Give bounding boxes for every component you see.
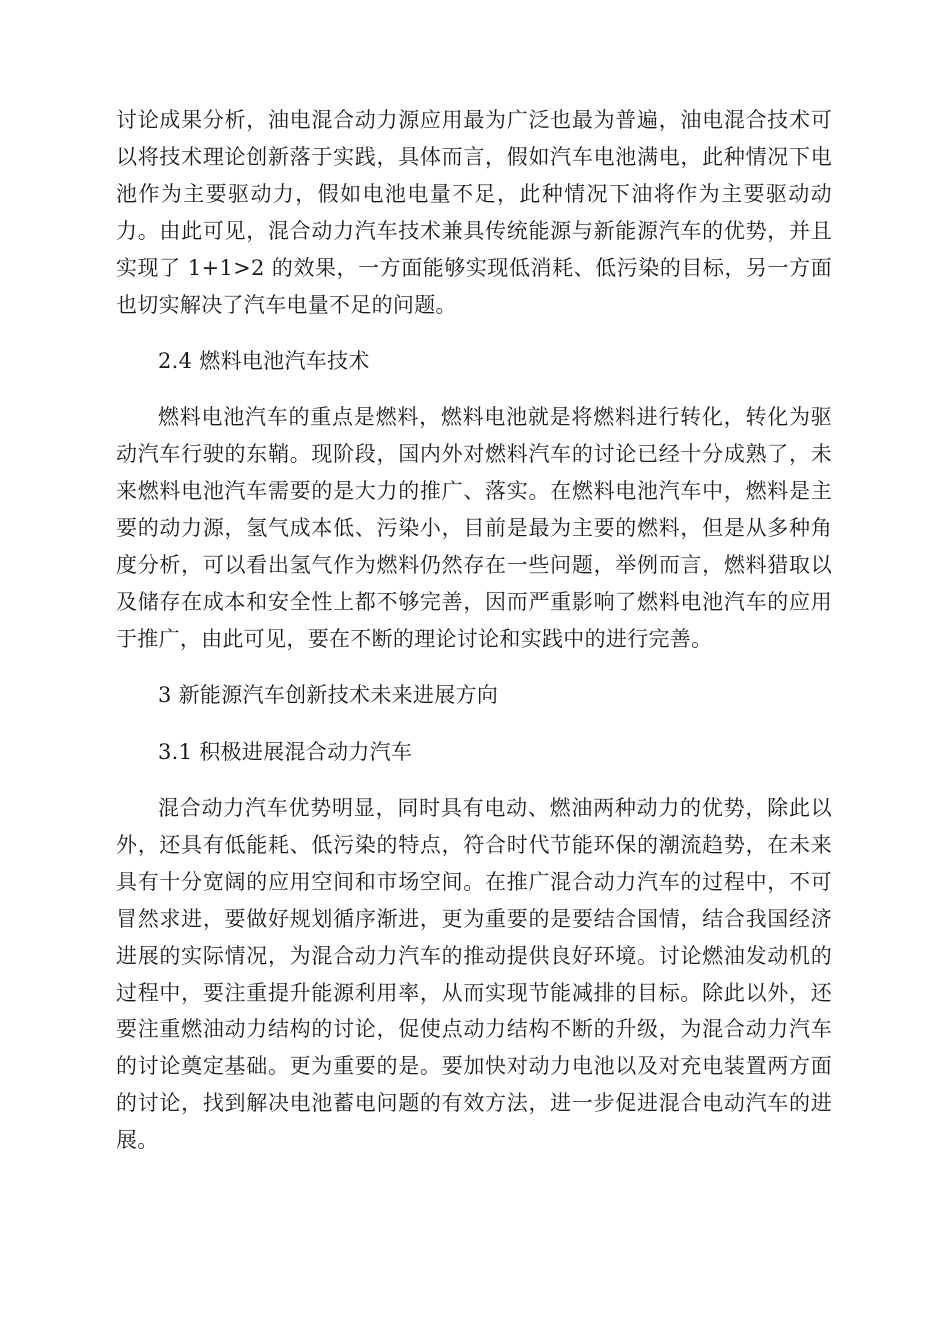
body-paragraph-hybrid-development: 混合动力汽车优势明显，同时具有电动、燃油两种动力的优势，除此以外，还具有低能耗、低污染的特点，符合时代节能环保的潮流趋势，在未来具有十分宽阔的应用空间和市场空间。在推广混合动力汽车的过程中，不可冒然求进，要做好规划循序渐进，更为重要的是要结合国情，结合我国经济进展的实际情况，为混合动力汽车的推动提供良好环境。讨论燃油发动机的过程中，要注重提升能源利用率，从而实现节能减排的目标。除此以外，还要注重燃油动力结构的讨论，促使点动力结构不断的升级，为混合动力汽车的讨论奠定基础。更为重要的是。要加快对动力电池以及对充电装置两方面的讨论，找到解决电池蓄电问题的有效方法，进一步促进混合电动汽车的进展。 xyxy=(116,796,832,1153)
document-page xyxy=(116,102,832,1179)
section-heading-2-4: 2.4 燃料电池汽车技术 xyxy=(158,348,370,373)
section-heading-3: 3 新能源汽车创新技术未来进展方向 xyxy=(158,683,499,708)
body-paragraph-fuel-cell: 燃料电池汽车的重点是燃料，燃料电池就是将燃料进行转化，转化为驱动汽车行驶的东鞘。现阶段，国内外对燃料汽车的讨论已经十分成熟了，未来燃料电池汽车需要的是大力的推广、落实。在燃料电池汽车中，燃料是主要的动力源，氢气成本低、污染小，目前是最为主要的燃料，但是从多种角度分析，可以看出氢气作为燃料仍然存在一些问题，举例而言，燃料猎取以及储存在成本和安全性上都不够完善，因而严重影响了燃料电池汽车的应用于推广，由此可见，要在不断的理论讨论和实践中的进行完善。 xyxy=(116,405,832,651)
section-heading-3-1: 3.1 积极进展混合动力汽车 xyxy=(158,739,413,764)
body-paragraph-hybrid-analysis: 讨论成果分析，油电混合动力源应用最为广泛也最为普遍，油电混合技术可以将技术理论创新落于实践，具体而言，假如汽车电池满电，此种情况下电池作为主要驱动力，假如电池电量不足，此种情况下油将作为主要驱动动力。由此可见，混合动力汽车技术兼具传统能源与新能源汽车的优势，并且实现了 1+1>2 的效果，一方面能够实现低消耗、低污染的目标，另一方面也切实解决了汽车电量不足的问题。 xyxy=(116,108,832,317)
